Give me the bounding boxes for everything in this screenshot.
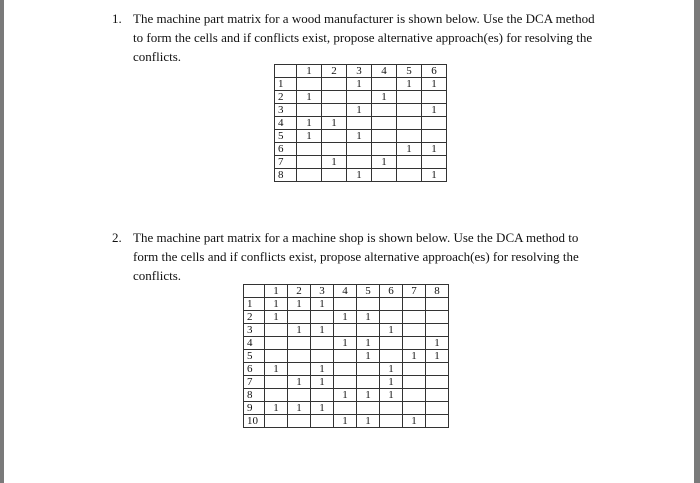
matrix-cell	[372, 117, 397, 130]
matrix-cell	[322, 143, 347, 156]
matrix-row	[275, 78, 447, 91]
matrix-cell	[265, 415, 288, 428]
matrix-cell	[397, 169, 422, 182]
matrix-cell	[288, 311, 311, 324]
matrix-cell: 1	[311, 363, 334, 376]
matrix-cell: 1	[372, 91, 397, 104]
matrix-cell: 1	[288, 402, 311, 415]
matrix-cell: 1	[297, 91, 322, 104]
matrix-row	[275, 143, 447, 156]
matrix-cell	[297, 143, 322, 156]
matrix-cell	[347, 143, 372, 156]
matrix-cell	[380, 402, 403, 415]
matrix-cell	[311, 311, 334, 324]
matrix-cell: 1	[380, 376, 403, 389]
matrix-row	[275, 130, 447, 143]
matrix-cell	[288, 337, 311, 350]
row-header: 3	[275, 104, 297, 117]
matrix-cell	[297, 156, 322, 169]
right-border	[694, 0, 700, 483]
problem-1-line: to form the cells and if conflicts exist, propose alternative approach(es) for resolving the	[133, 30, 593, 45]
problem-2-text	[133, 228, 612, 285]
row-header: 7	[244, 376, 265, 389]
row-header: 7	[275, 156, 297, 169]
matrix-row	[244, 376, 449, 389]
matrix-cell	[297, 78, 322, 91]
problem-2-number: 2.	[112, 230, 122, 245]
matrix-cell	[372, 78, 397, 91]
matrix-cell: 1	[347, 169, 372, 182]
matrix-cell	[288, 389, 311, 402]
matrix-cell	[311, 350, 334, 363]
matrix-cell	[322, 169, 347, 182]
row-header: 1	[244, 298, 265, 311]
matrix-cell	[265, 350, 288, 363]
matrix-row	[244, 350, 449, 363]
matrix-cell	[426, 402, 449, 415]
row-header: 4	[244, 337, 265, 350]
matrix-row	[244, 363, 449, 376]
matrix-cell: 1	[265, 363, 288, 376]
matrix-cell	[265, 376, 288, 389]
matrix-cell: 1	[334, 389, 357, 402]
matrix-cell: 1	[311, 376, 334, 389]
matrix-cell	[334, 324, 357, 337]
matrix-cell: 1	[426, 337, 449, 350]
matrix-cell	[426, 363, 449, 376]
matrix-cell: 1	[357, 389, 380, 402]
matrix-row	[244, 311, 449, 324]
column-header: 3	[347, 65, 372, 78]
matrix-cell: 1	[357, 415, 380, 428]
matrix-cell	[311, 337, 334, 350]
problem-1-number: 1.	[112, 11, 122, 26]
matrix-corner-cell	[244, 285, 265, 298]
matrix-cell	[426, 376, 449, 389]
matrix-cell	[265, 389, 288, 402]
matrix-cell: 1	[334, 415, 357, 428]
problem-1	[112, 9, 632, 66]
problem-2-line: conflicts.	[133, 268, 182, 283]
matrix-row	[275, 117, 447, 130]
row-header: 4	[275, 117, 297, 130]
problem-1-text	[133, 9, 632, 66]
row-header: 8	[275, 169, 297, 182]
matrix-cell	[311, 389, 334, 402]
matrix-cell	[397, 104, 422, 117]
matrix-row	[244, 324, 449, 337]
matrix-cell: 1	[357, 337, 380, 350]
matrix-cell: 1	[422, 78, 447, 91]
matrix-cell: 1	[347, 130, 372, 143]
matrix-cell	[403, 337, 426, 350]
matrix-cell	[380, 350, 403, 363]
matrix-cell	[422, 156, 447, 169]
matrix-cell	[357, 363, 380, 376]
matrix-cell: 1	[297, 117, 322, 130]
matrix-cell: 1	[288, 324, 311, 337]
column-header: 2	[288, 285, 311, 298]
matrix-cell	[426, 415, 449, 428]
matrix-cell	[403, 389, 426, 402]
matrix-cell	[288, 363, 311, 376]
matrix-cell: 1	[265, 311, 288, 324]
matrix-corner-cell	[275, 65, 297, 78]
column-header: 1	[297, 65, 322, 78]
row-header: 3	[244, 324, 265, 337]
matrix-cell	[265, 337, 288, 350]
row-header: 6	[275, 143, 297, 156]
matrix-cell: 1	[347, 104, 372, 117]
matrix-cell	[380, 415, 403, 428]
problem-1-line: conflicts.	[133, 49, 182, 64]
column-header: 7	[403, 285, 426, 298]
matrix-cell	[380, 311, 403, 324]
matrix-cell	[372, 169, 397, 182]
matrix-cell	[311, 415, 334, 428]
matrix-cell	[334, 350, 357, 363]
machine-part-matrix-2	[243, 284, 449, 428]
column-header: 4	[334, 285, 357, 298]
matrix-cell: 1	[322, 117, 347, 130]
matrix-cell: 1	[380, 389, 403, 402]
matrix-cell	[357, 298, 380, 311]
column-header: 6	[422, 65, 447, 78]
matrix-cell	[334, 402, 357, 415]
matrix-cell	[397, 91, 422, 104]
matrix-cell: 1	[403, 415, 426, 428]
matrix-row	[244, 415, 449, 428]
matrix-header-row	[244, 285, 449, 298]
matrix-cell: 1	[422, 104, 447, 117]
matrix-row	[244, 337, 449, 350]
matrix-cell: 1	[397, 143, 422, 156]
matrix-cell: 1	[357, 311, 380, 324]
matrix-cell	[334, 376, 357, 389]
matrix-cell	[265, 324, 288, 337]
matrix-cell	[322, 104, 347, 117]
column-header: 5	[357, 285, 380, 298]
matrix-cell: 1	[311, 324, 334, 337]
matrix-cell	[297, 104, 322, 117]
matrix-cell: 1	[357, 350, 380, 363]
matrix-row	[275, 156, 447, 169]
matrix-row	[275, 169, 447, 182]
matrix-row	[275, 104, 447, 117]
matrix-cell	[297, 169, 322, 182]
matrix-cell	[322, 130, 347, 143]
matrix-cell: 1	[380, 324, 403, 337]
matrix-cell	[372, 143, 397, 156]
matrix-cell: 1	[372, 156, 397, 169]
matrix-row	[244, 389, 449, 402]
left-border	[0, 0, 4, 483]
matrix-cell	[403, 402, 426, 415]
matrix-cell: 1	[334, 311, 357, 324]
matrix-cell	[426, 389, 449, 402]
matrix-cell	[380, 337, 403, 350]
row-header: 9	[244, 402, 265, 415]
matrix-cell	[334, 363, 357, 376]
row-header: 5	[275, 130, 297, 143]
row-header: 2	[244, 311, 265, 324]
column-header: 6	[380, 285, 403, 298]
matrix-header-row	[275, 65, 447, 78]
matrix-row	[244, 402, 449, 415]
matrix-cell: 1	[288, 298, 311, 311]
matrix-cell: 1	[426, 350, 449, 363]
matrix-cell: 1	[265, 298, 288, 311]
matrix-cell	[357, 402, 380, 415]
matrix-cell	[426, 298, 449, 311]
matrix-row	[275, 91, 447, 104]
matrix-cell	[334, 298, 357, 311]
matrix-cell: 1	[265, 402, 288, 415]
matrix-cell	[357, 324, 380, 337]
matrix-cell	[380, 298, 403, 311]
matrix-cell: 1	[297, 130, 322, 143]
matrix-cell: 1	[397, 78, 422, 91]
matrix-cell: 1	[288, 376, 311, 389]
matrix-cell	[422, 117, 447, 130]
machine-part-matrix-1	[274, 64, 447, 182]
matrix-cell	[372, 130, 397, 143]
problem-2-line: form the cells and if conflicts exist, propose alternative approach(es) for resolving the	[133, 249, 579, 264]
matrix-cell	[288, 350, 311, 363]
matrix-cell: 1	[380, 363, 403, 376]
matrix-cell	[347, 156, 372, 169]
matrix-cell	[397, 130, 422, 143]
column-header: 5	[397, 65, 422, 78]
matrix-cell	[403, 324, 426, 337]
matrix-cell	[422, 130, 447, 143]
matrix-cell: 1	[403, 350, 426, 363]
row-header: 10	[244, 415, 265, 428]
matrix-row	[244, 298, 449, 311]
matrix-cell: 1	[422, 169, 447, 182]
matrix-cell	[403, 311, 426, 324]
matrix-cell: 1	[422, 143, 447, 156]
matrix-cell: 1	[311, 298, 334, 311]
column-header: 1	[265, 285, 288, 298]
matrix-cell	[357, 376, 380, 389]
matrix-cell	[322, 91, 347, 104]
matrix-cell	[403, 363, 426, 376]
matrix-cell	[347, 117, 372, 130]
row-header: 5	[244, 350, 265, 363]
matrix-cell	[397, 117, 422, 130]
matrix-cell	[347, 91, 372, 104]
column-header: 2	[322, 65, 347, 78]
matrix-cell	[397, 156, 422, 169]
problem-2	[112, 228, 612, 285]
column-header: 8	[426, 285, 449, 298]
problem-1-line: The machine part matrix for a wood manufacturer is shown below. Use the DCA method	[133, 11, 595, 26]
matrix-cell	[426, 311, 449, 324]
row-header: 2	[275, 91, 297, 104]
matrix-cell	[372, 104, 397, 117]
problem-2-line: The machine part matrix for a machine shop is shown below. Use the DCA method to	[133, 230, 579, 245]
row-header: 6	[244, 363, 265, 376]
row-header: 8	[244, 389, 265, 402]
matrix-cell	[288, 415, 311, 428]
column-header: 4	[372, 65, 397, 78]
matrix-cell	[403, 376, 426, 389]
matrix-cell: 1	[311, 402, 334, 415]
matrix-cell: 1	[322, 156, 347, 169]
matrix-cell	[403, 298, 426, 311]
matrix-cell	[426, 324, 449, 337]
row-header: 1	[275, 78, 297, 91]
matrix-cell	[322, 78, 347, 91]
matrix-cell: 1	[347, 78, 372, 91]
matrix-cell: 1	[334, 337, 357, 350]
matrix-cell	[422, 91, 447, 104]
column-header: 3	[311, 285, 334, 298]
